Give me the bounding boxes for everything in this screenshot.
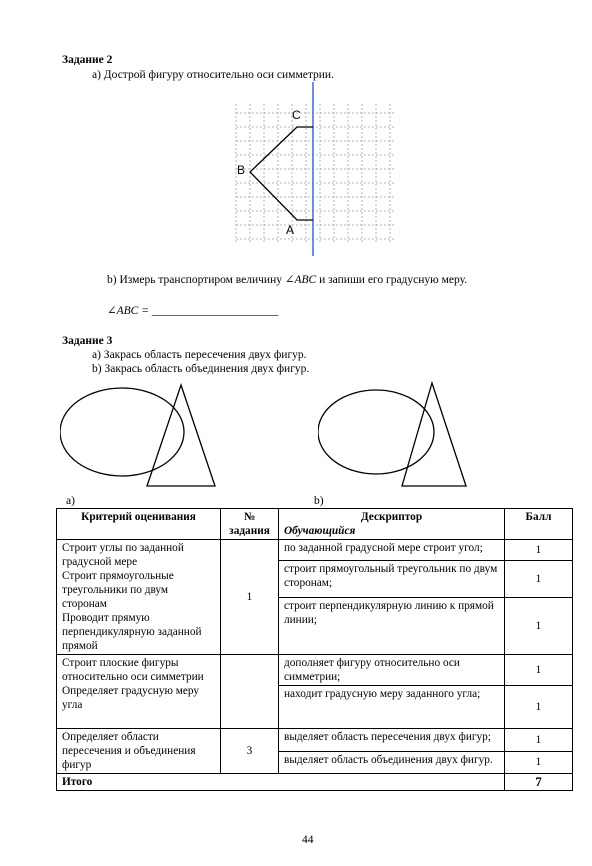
criterion-cell: Определяет области пересечения и объединения фигур [57,729,221,774]
task-number-cell: 3 [221,729,279,774]
task3-item-a: а) Закрась область пересечения двух фигур. [92,349,307,361]
score-cell: 1 [505,540,573,561]
symmetry-grid-figure [230,82,400,257]
score-cell: 1 [505,751,573,774]
task-number-cell: 1 [221,540,279,655]
header-descriptor [279,509,505,540]
table-row [57,540,573,561]
page-number: 44 [302,834,314,846]
angle-abc: ∠ABC [284,274,317,286]
figure-label-a: а) [66,495,75,507]
task2-item-b [107,273,467,287]
task-number-cell [221,655,279,729]
header-criterion: Критерий оценивания [57,509,221,540]
header-learner-label: Обучающийся [284,525,356,537]
label-a: A [286,223,295,237]
table-header-row [57,509,573,540]
header-descriptor-label: Дескриптор [360,511,423,523]
total-label: Итого [57,774,505,791]
criteria-table [56,508,573,791]
figure-polyline [250,127,313,220]
descriptor-cell: выделяет область объединения двух фигур. [279,751,505,774]
score-cell: 1 [505,598,573,655]
descriptor-cell: по заданной градусной мере строит угол; [279,540,505,561]
shapes-figure-b [318,378,478,493]
task2-title: Задание 2 [62,54,113,66]
task3-item-b: b) Закрась область объединения двух фигур. [92,363,310,375]
table-row [57,655,573,686]
grid-lines [236,104,396,242]
figure-label-b: b) [314,495,324,507]
ellipse-b [318,390,434,474]
header-score: Балл [505,509,573,540]
table-row [57,729,573,752]
total-row [57,774,573,791]
descriptor-cell: дополняет фигуру относительно оси симметрии; [279,655,505,686]
score-cell: 1 [505,729,573,752]
shapes-figure-a [60,378,230,493]
angle-answer-line: ∠ABC = ______________________ [107,305,279,317]
task3-title: Задание 3 [62,335,113,347]
descriptor-cell: строит прямоугольный треугольник по двум сторонам; [279,560,505,597]
label-c: C [292,108,301,122]
task2-item-b-text: b) Измерь транспортиром величину [107,274,285,286]
total-score: 7 [505,774,573,791]
criterion-cell: Строит углы по заданной градусной мере Строит прямоугольные треугольники по двум сторонам Проводит прямую перпендикулярную заданной прямой [57,540,221,655]
task2-item-b-text-end: и запиши его градусную меру. [316,274,468,286]
score-cell: 1 [505,686,573,729]
triangle-a [147,385,215,486]
descriptor-cell: выделяет область пересечения двух фигур; [279,729,505,752]
score-cell: 1 [505,655,573,686]
task2-item-a: а) Дострой фигуру относительно оси симметрии. [92,69,334,81]
descriptor-cell: строит перпендикулярную линию к прямой линии; [279,598,505,655]
descriptor-cell: находит градусную меру заданного угла; [279,686,505,729]
score-cell: 1 [505,560,573,597]
criterion-cell: Строит плоские фигуры относительно оси симметрии Определяет градусную меру угла [57,655,221,729]
header-number: № задания [221,509,279,540]
label-b: B [237,163,246,177]
